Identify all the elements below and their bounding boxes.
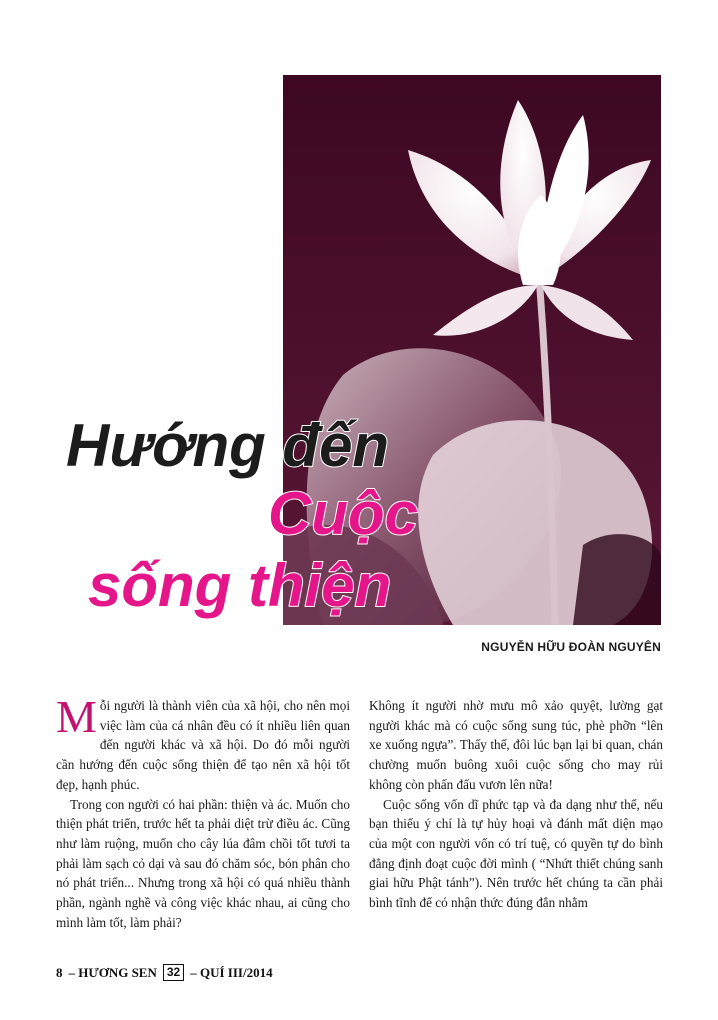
paragraph-3: Không ít người nhờ mưu mô xảo quyệt, lường gạt người khác mà có cuộc sống sung túc, phè phỡn “lên xe xuống ngựa”. Thấy thế, đôi lúc bạn lại bi quan, chán chường muốn buông xuôi cuộc sống cho may rủi không còn phấn đấu vươn lên nữa! bbox=[369, 698, 663, 792]
paragraph-2: Trong con người có hai phần: thiện và ác. Muốn cho thiện phát triển, trước hết ta phải diệt trừ điều ác. Cũng như làm ruộng, muốn cho cây lúa đâm chồi tốt tươi ta phải làm sạch cỏ dại và sau đó chăm sóc, bón phân cho nó phát triển... Nhưng trong xã hội có quá nhiều thành phần, ngành nghề và công việc khác nhau, ai cũng cho mình làm tốt, làm phải? bbox=[56, 796, 350, 930]
body-column-1 bbox=[56, 691, 350, 932]
paragraph-1-text: ỗi người là thành viên của xã hội, cho nên mọi việc làm của cá nhân đều có ít nhiều liên quan đến người khác và xã hội. Do đó mỗi người cần hướng đến cuộc sống thiện để tạo nên xã hội tốt đẹp, hạnh phúc. bbox=[56, 698, 350, 792]
author-name: NGUYỄN HỮU ĐOÀN NGUYÊN bbox=[481, 640, 661, 654]
page-footer bbox=[56, 964, 273, 981]
body-column-2 bbox=[369, 696, 663, 913]
issue-period: – QUÍ III/2014 bbox=[190, 964, 273, 980]
paragraph-1 bbox=[56, 691, 350, 795]
title-line-3: sống thiện bbox=[88, 552, 392, 619]
magazine-name: – HƯƠNG SEN bbox=[68, 964, 157, 980]
paragraph-4: Cuộc sống vốn dĩ phức tạp và đa dạng như thế, nếu bạn thiếu ý chí là tự hủy hoại và đánh mất diện mạo của một con người vốn có trí tuệ, có quyền tự do bình đẳng định đoạt cuộc đời mình ( “Nhứt thiết chúng sanh giai hữu Phật tánh”). Nên trước hết chúng ta cần phải bình tĩnh để có nhận thức đúng đắn nhằm bbox=[369, 796, 663, 911]
article-title bbox=[0, 410, 460, 640]
page-number: 8 bbox=[56, 964, 63, 980]
title-line-1: Hướng đến bbox=[66, 412, 390, 479]
title-line-2: Cuộc bbox=[268, 480, 418, 547]
issue-number: 32 bbox=[163, 964, 184, 981]
dropcap: M bbox=[56, 691, 97, 742]
